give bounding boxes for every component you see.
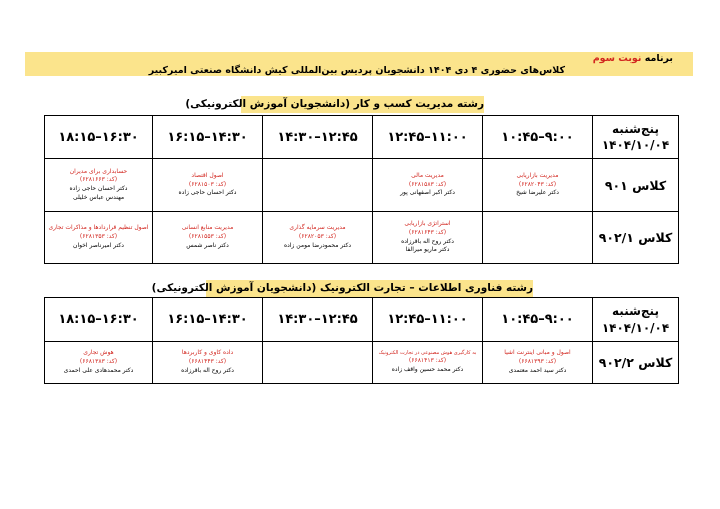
course-name: استراتژی بازاریابی — [404, 220, 451, 228]
course-code: (کد: ۶۲۸۱۶۶۳) — [79, 176, 118, 184]
empty-cell — [263, 159, 373, 212]
course-cell — [153, 159, 263, 212]
banner-highlight: نوبت سوم — [592, 53, 642, 64]
date-label: ۱۴۰۴/۱۰/۰۴ — [601, 320, 670, 335]
instructor: دکتر محمودرضا مومن زاده — [284, 241, 351, 249]
course-cell — [373, 159, 483, 212]
date-label: ۱۴۰۴/۱۰/۰۴ — [601, 138, 670, 152]
course-cell — [373, 212, 483, 264]
course-code: (کد: ۶۶۸۱۴۱۳) — [408, 357, 447, 365]
course-cell — [45, 212, 153, 264]
course-code: (کد: ۶۲۸۱۵۵۳) — [188, 233, 227, 241]
banner-line-1 — [25, 53, 693, 65]
class-name: کلاس ۹۰۲/۱ — [593, 212, 679, 264]
time-slot-header: ۱۶:۳۰–۱۸:۱۵ — [45, 298, 153, 342]
instructor: دکتر محمدهادی علی احمدی — [63, 366, 134, 374]
course-cell — [45, 159, 153, 212]
course-cell — [483, 159, 593, 212]
instructor: دکتر محمد حسین واقف زاده — [391, 366, 464, 374]
instructor: دکتر روح اله باقرزاده — [401, 237, 454, 245]
section1-title: رشته مدیریت کسب و کار (دانشجویان آموزش الکترونیکی) — [241, 96, 484, 113]
course-code: (کد: ۶۲۸۲۰۴۳) — [518, 180, 557, 188]
class-name: کلاس ۹۰۱ — [593, 159, 679, 212]
section1-row-901 — [45, 159, 679, 212]
course-name: مدیریت منابع انسانی — [181, 224, 234, 232]
section1-day-header — [593, 116, 679, 159]
banner-prefix: برنامه — [644, 53, 673, 64]
section2-header-row — [45, 298, 679, 342]
section2-day-header — [593, 298, 679, 342]
course-name: اصول و مبانی اینترنت اشیا — [504, 349, 571, 357]
course-cell — [45, 342, 153, 384]
time-slot-header: ۱۲:۴۵–۱۴:۳۰ — [263, 116, 373, 159]
course-name: حسابداری برای مدیران — [69, 167, 128, 175]
course-name: مدیریت بازاریابی — [516, 171, 559, 179]
course-name: هوش تجاری — [83, 349, 114, 357]
course-name: اصول اقتصاد — [191, 171, 224, 179]
course-code: (کد: ۶۲۸۱۵۸۳) — [408, 180, 447, 188]
time-slot-header: ۹:۰۰–۱۰:۴۵ — [483, 116, 593, 159]
course-name: مدیریت سرمایه گذاری — [289, 224, 346, 232]
instructor: دکتر اکبر اصفهانی پور — [400, 189, 455, 197]
page-banner — [25, 52, 693, 76]
instructor: مهندس عباس خلیلی — [72, 193, 125, 201]
instructor: دکتر احسان حاجی زاده — [178, 189, 237, 197]
course-code: (کد: ۶۲۸۱۳۵۳) — [79, 233, 118, 241]
instructor: دکتر ماریو میرالفا — [405, 246, 450, 254]
empty-cell — [483, 212, 593, 264]
course-cell — [483, 342, 593, 384]
empty-cell — [263, 342, 373, 384]
instructor: دکتر امیرناصر اخوان — [73, 241, 124, 249]
section1-table — [44, 115, 679, 264]
time-slot-header: ۱۱:۰۰–۱۲:۴۵ — [373, 116, 483, 159]
section1-row-902-1 — [45, 212, 679, 264]
course-code: (کد: ۶۶۸۱۳۹۳) — [518, 358, 557, 366]
course-name: مدیریت مالی — [411, 171, 444, 179]
course-name: داده کاوی و کاربردها — [181, 349, 234, 357]
section2-table — [44, 297, 679, 384]
time-slot-header: ۱۶:۳۰–۱۸:۱۵ — [45, 116, 153, 159]
instructor: دکتر علیرضا شیخ — [516, 189, 559, 197]
course-code: (کد: ۶۲۸۱۶۴۳) — [408, 228, 447, 236]
time-slot-header: ۱۴:۳۰–۱۶:۱۵ — [153, 116, 263, 159]
time-slot-header: ۱۲:۴۵–۱۴:۳۰ — [263, 298, 373, 342]
course-cell — [373, 342, 483, 384]
time-slot-header: ۹:۰۰–۱۰:۴۵ — [483, 298, 593, 342]
instructor: دکتر ناصر شمس — [186, 241, 229, 249]
course-code: (کد: ۶۶۸۱۳۸۳) — [79, 358, 118, 366]
time-slot-header: ۱۱:۰۰–۱۲:۴۵ — [373, 298, 483, 342]
section2-title: رشته فناوری اطلاعات – تجارت الکترونیک (دانشجویان آموزش الکترونیکی) — [206, 280, 533, 297]
section1-header-row — [45, 116, 679, 159]
day-label: پنج‌شنبه — [612, 121, 659, 136]
course-cell — [263, 212, 373, 264]
course-name: اصول تنظیم قراردادها و مذاکرات تجاری — [48, 224, 149, 232]
course-cell — [153, 342, 263, 384]
course-code: (کد: ۶۲۸۲۰۵۳) — [298, 233, 337, 241]
course-code: (کد: ۶۶۸۱۴۴۳) — [188, 358, 227, 366]
course-code: (کد: ۶۲۸۱۵۰۳) — [188, 180, 227, 188]
class-name: کلاس ۹۰۲/۲ — [593, 342, 679, 384]
section2-row-902-2 — [45, 342, 679, 384]
course-cell — [153, 212, 263, 264]
instructor: دکتر سید احمد معتمدی — [508, 366, 567, 374]
course-name: به کارگیری هوش مصنوعی در تجارت الکترونیک — [378, 350, 477, 357]
banner-line-2: کلاس‌های حضوری ۴ دی ۱۴۰۴ دانشجویان پردیس بین‌المللی کیش دانشگاه صنعتی امیرکبیر — [148, 64, 565, 76]
day-label: پنج‌شنبه — [612, 304, 659, 319]
instructor: دکتر روح اله باقرزاده — [181, 366, 234, 374]
instructor: دکتر احسان حاجی زاده — [69, 185, 128, 192]
time-slot-header: ۱۴:۳۰–۱۶:۱۵ — [153, 298, 263, 342]
